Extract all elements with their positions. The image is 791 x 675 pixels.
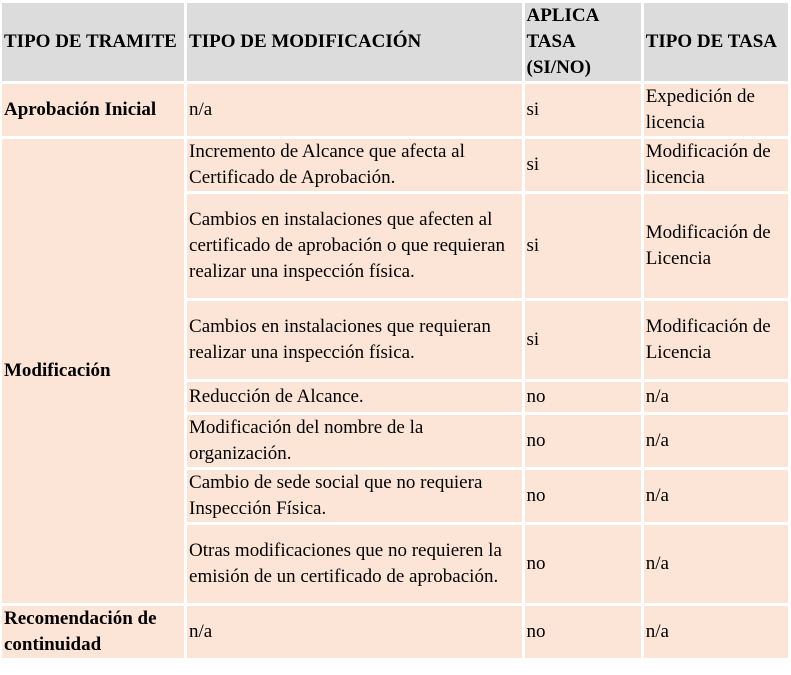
header-tipo-tramite: TIPO DE TRAMITE xyxy=(2,3,184,81)
aplica-cell: si xyxy=(525,194,641,298)
modificacion-cell: Otras modificaciones que no requieren la emisión de un certificado de aprobación. xyxy=(187,525,521,603)
modificacion-cell: n/a xyxy=(187,606,521,658)
modificacion-cell: Reducción de Alcance. xyxy=(187,382,521,412)
tramite-cell: Recomendación de continuidad xyxy=(2,606,184,658)
tasa-cell: Modificación de Licencia xyxy=(644,301,788,379)
modificacion-cell: Cambios en instalaciones que requieran realizar una inspección física. xyxy=(187,301,521,379)
aplica-cell: no xyxy=(525,415,641,467)
tasa-cell: n/a xyxy=(644,470,788,522)
tasa-cell: Modificación de Licencia xyxy=(644,194,788,298)
tasa-cell: n/a xyxy=(644,415,788,467)
aplica-cell: si xyxy=(525,301,641,379)
header-tipo-modificacion: TIPO DE MODIFICACIÓN xyxy=(187,3,521,81)
modificacion-cell: Cambios en instalaciones que afecten al certificado de aprobación o que requieran realizar una inspección física. xyxy=(187,194,521,298)
modificacion-cell: n/a xyxy=(187,84,521,136)
tasa-cell: n/a xyxy=(644,382,788,412)
tasa-cell: n/a xyxy=(644,606,788,658)
tramite-cell: Aprobación Inicial xyxy=(2,84,184,136)
tramite-cell: Modificación xyxy=(2,139,184,603)
header-tipo-tasa: TIPO DE TASA xyxy=(644,3,788,81)
aplica-cell: no xyxy=(525,470,641,522)
table-row xyxy=(2,606,788,658)
aplica-cell: si xyxy=(525,139,641,191)
aplica-cell: no xyxy=(525,606,641,658)
tasa-cell: Modificación de licencia xyxy=(644,139,788,191)
table-row xyxy=(2,84,788,136)
table-row xyxy=(2,139,788,191)
aplica-cell: no xyxy=(525,382,641,412)
aplica-cell: no xyxy=(525,525,641,603)
aplica-cell: si xyxy=(525,84,641,136)
header-aplica-tasa: APLICA TASA (SI/NO) xyxy=(525,3,641,81)
modificacion-cell: Cambio de sede social que no requiera Inspección Física. xyxy=(187,470,521,522)
tasa-cell: n/a xyxy=(644,525,788,603)
modificacion-cell: Incremento de Alcance que afecta al Certificado de Aprobación. xyxy=(187,139,521,191)
header-row xyxy=(2,3,788,81)
tasa-cell: Expedición de licencia xyxy=(644,84,788,136)
modificacion-cell: Modificación del nombre de la organización. xyxy=(187,415,521,467)
